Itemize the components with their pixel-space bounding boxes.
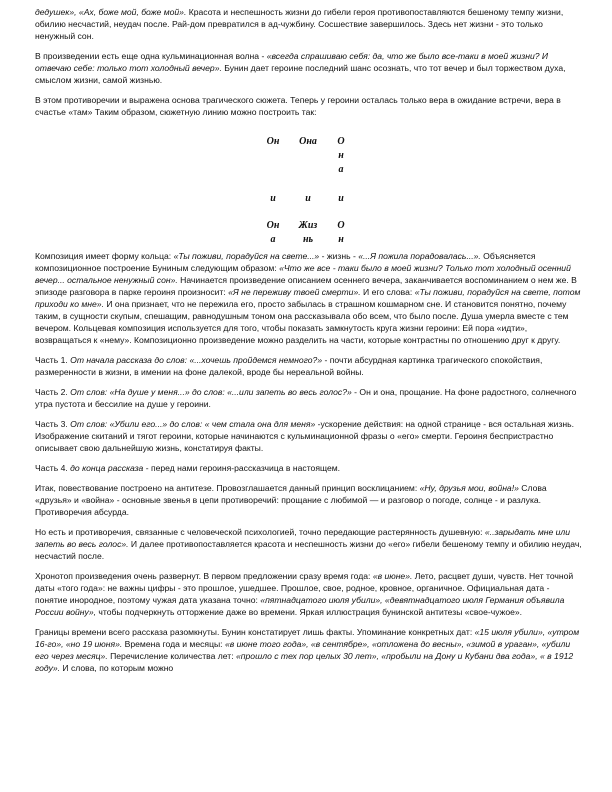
paragraph-text: Начинается произведение описанием осеннего вечера, заканчивается воспоминанием о нем же. В эпизоде разговора в парке героиня произносит: [35,275,577,297]
paragraph-text: И его слова: [360,287,415,297]
quote-text: «в июне того года», «в сентябре», «отложена до весны», «зимой в ураган», «убили его через месяц». [35,639,571,661]
paragraph-opening [35,6,583,42]
paragraph-chronotope [35,570,583,618]
paragraph-text: чтобы подчеркнуть отторжение даже во времени. Яркая иллюстрация бунинской антитезы «свое-чужое». [96,607,523,617]
paragraph-part-3 [35,418,583,454]
paragraph-text: - жизнь - [319,251,359,261]
paragraph-text: - Он и она, прощание. На фоне радостного, солнечного утра пустота и бессилие на душе у героини. [35,387,577,409]
part-label: Часть 2. [35,387,71,397]
paragraph-part-2 [35,386,583,410]
paragraph-antithesis [35,482,583,518]
paragraph-text: Красота и неспешность жизни до гибели героя противопоставляются бешеному темпу жизни, обилию несчастий, неудач после. Рай-дом превратился в ад-чужбину. Сосшествие завершилось. Здесь нет жизни - это только ненужный сон. [35,7,564,41]
scheme-cell: а [338,164,344,175]
paragraph-text: Лето, расцвет души, чувств. Нет точной даты «того года»: не важны цифры - это прошлое, ушедшее. Прошлое, свое, родное, кровное, органичное. Официальная дата - понятие инородное, поэтому чужая дата указана точно: [35,571,574,605]
part-label: Часть 3. [35,419,71,429]
scheme-cell: и [338,193,344,204]
document-page [35,6,583,682]
paragraph-text: Перечисление количества лет: [107,651,237,661]
quote-text: «Ну, друзья мои, война!» [419,483,519,493]
paragraph-text: И слова, по которым можно [60,663,174,673]
scheme-cell: О [337,136,345,147]
quote-text: «Ты поживи, порадуйся на свете...» [173,251,320,261]
part-label: Часть 4. [35,463,71,473]
paragraph-text: Слова «друзья» и «война» - основные звенья в цепи противоречий: прощание с любимой — и разговор о погоде, солнце - и разлука. Противоречия абсурда. [35,483,547,517]
quote-text: «в июне». [372,571,413,581]
quote-text: «Что же все - таки было в моей жизни? Только тот холодный осенний вечер... остальное ненужный сон». [35,263,571,285]
paragraph-text: Времена года и месяцы: [122,639,225,649]
scheme-cell: и [305,193,311,204]
paragraph-text: - почти абсурдная картинка трагического спокойствия, размеренности в жизни, в имении на фоне далекой, вроде бы нереальной войны. [35,355,543,377]
quote-text: «..зарыдать мне или запеть во весь голос». [35,527,571,549]
quote-text: «пятнадцатого июля убили», «девятнадцатого июля Германия объявила России войну», [35,595,565,617]
paragraph-text: Объясняется композиционное построение Буниным следующим образом: [35,251,536,273]
quote-text: «всегда спрашиваю себя: да, что же было все-таки в моей жизни? И отвечаю себе: только тот холодный вечер». [35,51,549,73]
scheme-cell: а [270,234,276,245]
part-label: Часть 1. [35,355,71,365]
paragraph-text: И она признает, что не пережила его, просто забылась в страшном кошмарном сне. И становится понятно, почему таким, в сущности скупым, спешащим, равнодушным тоном она рассказывала обо всем, что было после. Душа умерла вместе с тем вечером. Кольцевая композиция используется для того, чтобы показать замкнутость круга жизни героини: Ей пора «идти», возвращаться к «нему». Композиционно произведение можно разделить на части, которые контрастны по отношению друг к другу. [35,299,569,345]
paragraph-composition [35,250,583,346]
paragraph-text: Итак, повествование построено на антитезе. Провозглашается данный принцип восклицанием: [35,483,420,493]
scheme-cell: н [338,234,344,245]
paragraph-text: Хронотоп произведения очень развернут. В первом предложении сразу время года: [35,571,373,581]
quote-text: От слов: «Убили его...» до слов: « чем стала она для меня» [70,419,316,429]
quote-text: «прошло с тех пор целых 30 лет», «пробыли на Дону и Кубани два года», « в 1912 году». [35,651,574,673]
paragraph-part-1 [35,354,583,378]
scheme-cell: Он [266,136,280,147]
scheme-cell: Она [299,136,317,147]
scheme-cell: н [338,150,344,161]
paragraph-text: Композиция имеет форму кольца: [35,251,174,261]
paragraph-text: В произведении есть еще одна кульминационная волна - [35,51,267,61]
quote-text: «Я не переживу твоей смерти». [228,287,361,297]
paragraph-text: - перед нами героиня-рассказчица в настоящем. [143,463,341,473]
paragraph-psychology [35,526,583,562]
paragraph-text: Но есть и противоречия, связанные с человеческой психологией, точно передающие растерянность душевную: [35,527,485,537]
quote-text: От слов: «На душе у меня...» до слов: «...или запеть во весь голос?» [70,387,352,397]
quote-text: От начала рассказа до слов: «...хочешь пройдемся немного?» [70,355,323,365]
scheme-cell: и [270,193,276,204]
paragraph-text: Бунин дает героине последний шанс осознать, что тот вечер и был торжеством духа, смыслом жизни, самой жизнью. [35,63,566,85]
scheme-cell: О [337,220,345,231]
quote-text: до конца рассказа [70,463,144,473]
scheme-cell: Он [266,220,280,231]
quote-text: «Ты поживи, порадуйся на свете, потом приходи ко мне». [35,287,581,309]
paragraph-plot-line: В этом противоречии и выражена основа трагического сюжета. Теперь у героини осталась только вера в ожидание встречи, вера в счастье «там» Таким образом, сюжетную линию можно построить так: [35,95,561,117]
paragraph-text: -ускорение действия: на одной странице - вся остальная жизнь. Изображение скитаний и тягот героини, которые начинаются с кульминационной фразы о «его» смерти. Героиня беспристрастно описывает свою дальнейшую жизнь, констатируя факты. [35,419,575,453]
paragraph-text: Границы времени всего рассказа разомкнуты. Бунин констатирует лишь факты. Упоминание конкретных дат: [35,627,475,637]
scheme-cell: нь [302,234,314,245]
paragraph-text: И далее противопоставляется красота и неспешность жизни до «его» гибели бешеному темпу и обилию неудач, несчастий после. [35,539,582,561]
plot-scheme [35,124,583,250]
quote-text: «15 июля убили», «утром 16-го», «но 19 июня». [35,627,580,649]
quote-text: дедушек», «Ах, боже мой, боже мой». [35,7,187,17]
quote-text: «...Я пожила порадовалась...». [358,251,481,261]
paragraph-climax [35,50,583,86]
paragraph-time-bounds [35,626,583,674]
paragraph-part-4 [35,462,583,474]
scheme-cell: Жиз [298,220,318,231]
